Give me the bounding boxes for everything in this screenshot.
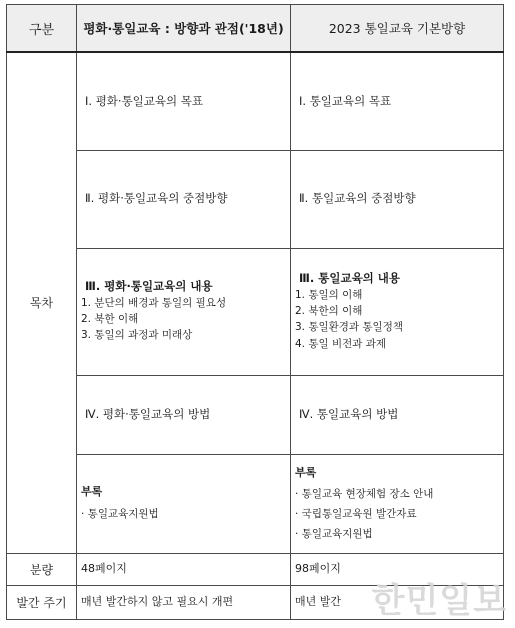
left-cycle: 매년 발간하지 않고 필요시 개편 — [77, 585, 291, 619]
left-appendix — [77, 454, 291, 553]
left-section-1 — [77, 52, 291, 150]
left-volume: 48페이지 — [77, 553, 291, 585]
contents-row-4 — [7, 375, 504, 454]
right-section-4 — [291, 375, 504, 454]
contents-label: 목차 — [7, 52, 77, 553]
left-section-3-item: 1. 분단의 배경과 통일의 필요성 — [81, 296, 227, 309]
right-section-3-title: Ⅲ. 통일교육의 내용 — [299, 271, 401, 286]
right-appendix-item: · 통일교육 현장체험 장소 안내 — [295, 488, 434, 501]
right-section-1 — [291, 52, 504, 150]
contents-row-2 — [7, 150, 504, 248]
publisher-watermark: 한민일보 — [371, 581, 507, 621]
right-appendix-title: 부록 — [295, 465, 317, 479]
header-2023-guide: 2023 통일교육 기본방향 — [291, 5, 504, 53]
header-category: 구분 — [7, 5, 77, 53]
right-appendix-item: · 국립통일교육원 발간자료 — [295, 507, 417, 520]
comparison-table — [6, 4, 504, 620]
left-section-3-item: 3. 통일의 과정과 미래상 — [81, 329, 193, 342]
contents-row-3 — [7, 248, 504, 375]
left-section-3-item: 2. 북한 이해 — [81, 313, 139, 326]
left-appendix-title: 부록 — [81, 485, 103, 499]
left-section-3-title: Ⅲ. 평화·통일교육의 내용 — [85, 279, 213, 294]
header-2018-guide: 평화·통일교육 : 방향과 관점('18년) — [77, 5, 291, 53]
left-section-4-title: Ⅳ. 평화·통일교육의 방법 — [85, 406, 211, 421]
right-cycle: 매년 발간 — [291, 585, 504, 619]
left-section-2 — [77, 150, 291, 248]
left-section-3 — [77, 248, 291, 375]
left-section-1-title: Ⅰ. 평화·통일교육의 목표 — [85, 93, 203, 108]
right-appendix-item: · 통일교육지원법 — [295, 527, 373, 540]
right-appendix — [291, 454, 504, 553]
right-section-3-item: 1. 통일의 이해 — [295, 288, 363, 301]
right-section-2-title: Ⅱ. 통일교육의 중점방향 — [299, 191, 416, 206]
right-section-1-title: Ⅰ. 통일교육의 목표 — [299, 93, 392, 108]
volume-label: 분량 — [7, 553, 77, 585]
cycle-label: 발간 주기 — [7, 585, 77, 619]
right-section-3-item: 3. 통일환경과 통일정책 — [295, 321, 403, 334]
left-section-4 — [77, 375, 291, 454]
header-row — [7, 5, 504, 53]
right-section-3-item: 2. 북한의 이해 — [295, 304, 363, 317]
right-section-3-item: 4. 통일 비전과 과제 — [295, 337, 387, 350]
left-section-2-title: Ⅱ. 평화·통일교육의 중점방향 — [85, 191, 228, 206]
right-section-3 — [291, 248, 504, 375]
contents-row-1 — [7, 52, 504, 150]
right-section-4-title: Ⅳ. 통일교육의 방법 — [299, 406, 399, 421]
right-volume: 98페이지 — [291, 553, 504, 585]
appendix-row — [7, 454, 504, 553]
right-section-2 — [291, 150, 504, 248]
left-appendix-item: · 통일교육지원법 — [81, 507, 159, 520]
